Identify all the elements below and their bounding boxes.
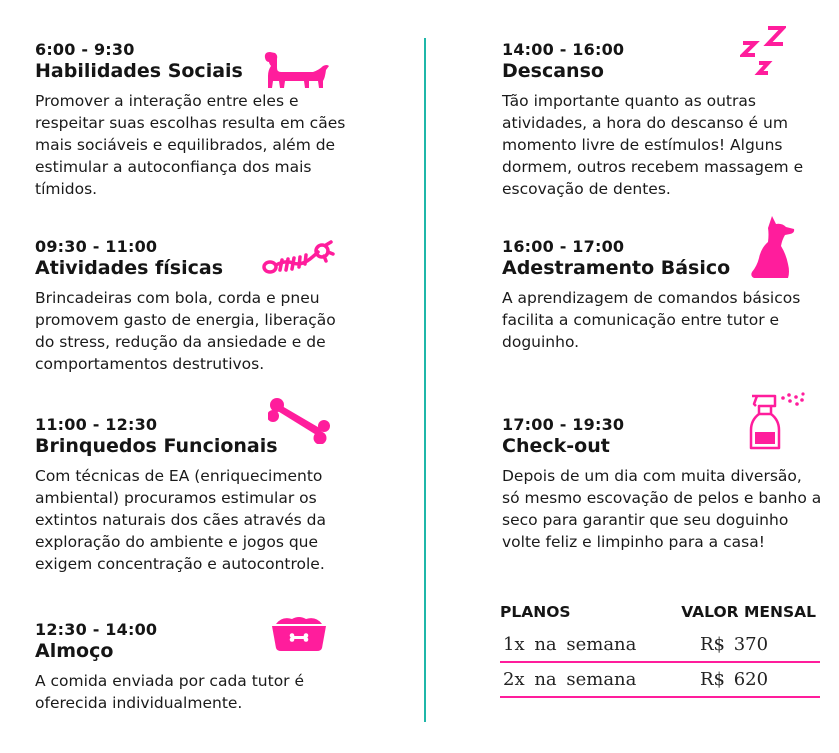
schedule-desc: A aprendizagem de comandos básicos facilita a comunicação entre tutor e doguinho. <box>502 289 801 351</box>
spray-bottle-icon <box>745 392 805 452</box>
bone-icon <box>268 398 332 444</box>
schedule-time: 09:30 - 11:00 <box>35 237 158 256</box>
schedule-desc: Promover a interação entre eles e respeitar suas escolhas resulta em cães mais sociáveis e equilibrados, além de estimular a autoconfiança dos mais tímidos. <box>35 92 346 198</box>
column-divider <box>424 38 426 722</box>
sleep-zzz-icon <box>740 26 786 78</box>
schedule-time: 17:00 - 19:30 <box>502 415 625 434</box>
plans-header-plan: PLANOS <box>500 603 571 621</box>
schedule-desc: Tão importante quanto as outras atividades, a hora do descanso é um momento livre de estímulos! Alguns dormem, outros recebem massagem e escovação de dentes. <box>502 92 804 198</box>
plans-row <box>500 628 820 663</box>
sitting-dog-icon <box>748 214 796 280</box>
schedule-title: Atividades físicas <box>35 257 224 279</box>
rope-toy-icon <box>260 240 335 278</box>
schedule-desc: Depois de um dia com muita diversão, só mesmo escovação de pelos e banho a seco para garantir que seu doguinho volte feliz e limpinho para a casa! <box>502 467 822 551</box>
schedule-desc: Brincadeiras com bola, corda e pneu promovem gasto de energia, liberação do stress, redução da ansiedade e de comportamentos destrutivos. <box>35 289 336 373</box>
schedule-desc: A comida enviada por cada tutor é oferecida individualmente. <box>35 672 305 712</box>
dachshund-icon <box>263 48 333 90</box>
schedule-title: Almoço <box>35 640 114 662</box>
plan-price: R$ 370 <box>700 634 769 655</box>
schedule-time: 11:00 - 12:30 <box>35 415 158 434</box>
plans-header-value: VALOR MENSAL <box>681 603 816 621</box>
schedule-title: Brinquedos Funcionais <box>35 435 278 457</box>
plan-frequency: 1x na semana <box>503 634 637 655</box>
plans-table <box>500 600 820 698</box>
schedule-time: 12:30 - 14:00 <box>35 620 158 639</box>
plan-price: R$ 620 <box>700 669 769 690</box>
schedule-block-rest <box>502 40 839 200</box>
schedule-title: Adestramento Básico <box>502 257 731 279</box>
schedule-desc: Com técnicas de EA (enriquecimento ambiental) procuramos estimular os extintos naturais dos cães através da exploração do ambiente e jogos que exigem concentração e autocontrole. <box>35 467 326 573</box>
schedule-time: 14:00 - 16:00 <box>502 40 625 59</box>
schedule-time: 16:00 - 17:00 <box>502 237 625 256</box>
plans-row <box>500 663 820 698</box>
schedule-title: Descanso <box>502 60 604 82</box>
schedule-time: 6:00 - 9:30 <box>35 40 135 59</box>
plan-frequency: 2x na semana <box>503 669 637 690</box>
schedule-title: Check-out <box>502 435 610 457</box>
food-bowl-icon <box>270 614 328 652</box>
plans-header <box>500 600 820 628</box>
schedule-title: Habilidades Sociais <box>35 60 243 82</box>
